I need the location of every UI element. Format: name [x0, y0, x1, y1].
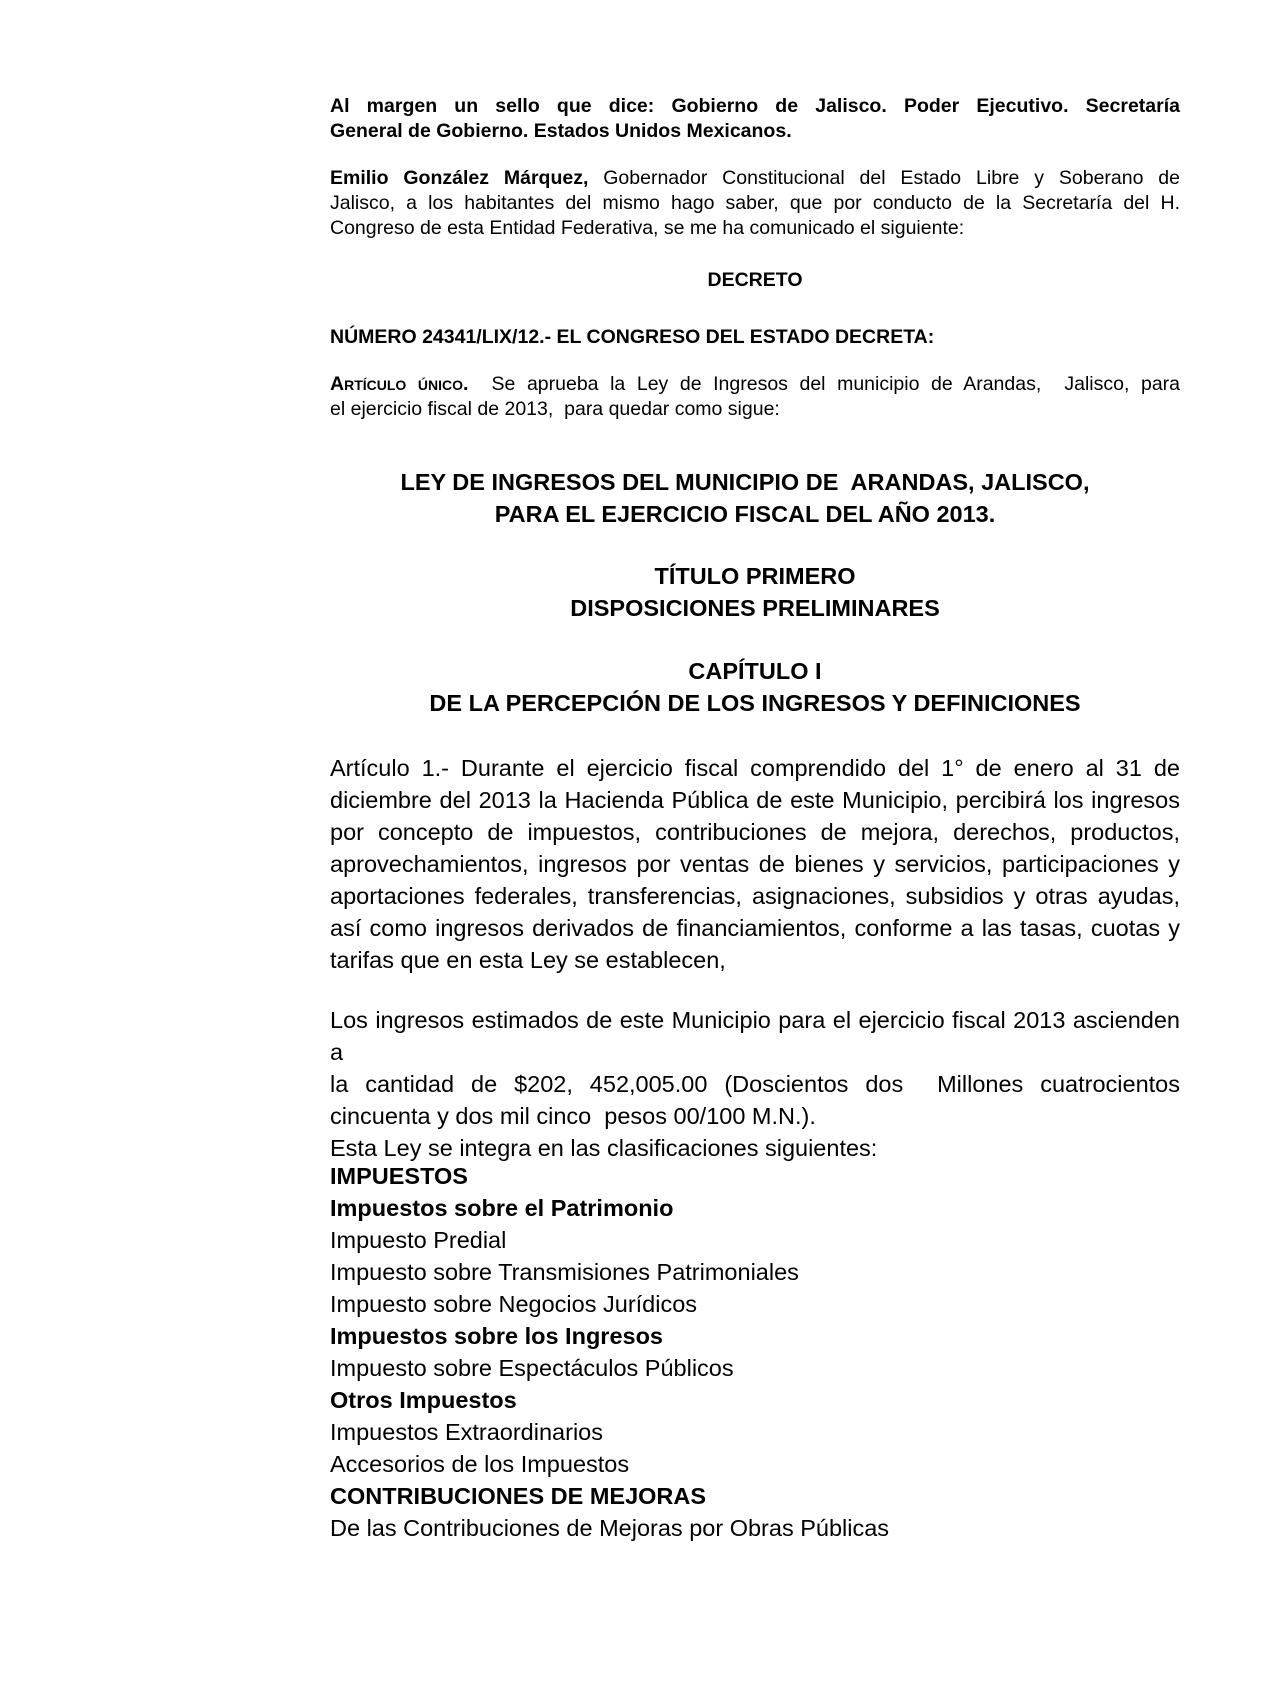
- intro-line-2: Jalisco, a los habitantes del mismo hago saber, que por conducto de la Secretaría del H.: [330, 192, 1180, 214]
- decree-heading: DECRETO: [707, 269, 803, 291]
- margin-note: [330, 94, 1180, 144]
- classification-item: Impuesto Predial: [330, 1227, 507, 1253]
- estimate-line: Esta Ley se integra en las clasificaciones siguientes:: [330, 1135, 878, 1161]
- intro-line-1-rest: Gobernador Constitucional del Estado Libre y Soberano de: [588, 167, 1180, 189]
- single-article-label: Artículo único.: [330, 373, 469, 395]
- chapter-1-line-2: DE LA PERCEPCIÓN DE LOS INGRESOS Y DEFINICIONES: [429, 690, 1081, 716]
- single-article-line-2: el ejercicio fiscal de 2013, para quedar como sigue:: [330, 398, 780, 420]
- article-1-line: aprovechamientos, ingresos por ventas de bienes y servicios, participaciones y: [330, 851, 1180, 877]
- single-article-line-1-rest: Se aprueba la Ley de Ingresos del municipio de Arandas, Jalisco, para: [468, 373, 1181, 395]
- intro-paragraph: [330, 166, 1180, 241]
- chapter-1-heading: [330, 655, 1180, 719]
- article-1-line: así como ingresos derivados de financiamientos, conforme a las tasas, cuotas y: [330, 915, 1180, 941]
- classification-heading: IMPUESTOS: [330, 1163, 468, 1189]
- classification-item: Impuesto sobre Negocios Jurídicos: [330, 1291, 698, 1317]
- decree-number: NÚMERO 24341/LIX/12.- EL CONGRESO DEL ESTADO DECRETA:: [330, 326, 935, 348]
- classification-heading: Otros Impuestos: [330, 1387, 517, 1413]
- classification-item: Impuestos Extraordinarios: [330, 1419, 603, 1445]
- estimate-paragraph: [330, 1004, 1180, 1164]
- article-1-line: por concepto de impuestos, contribuciones de mejora, derechos, productos,: [330, 819, 1180, 845]
- classification-list: [330, 1160, 889, 1544]
- title-first-line-2: DISPOSICIONES PRELIMINARES: [570, 595, 940, 621]
- margin-note-line-2: General de Gobierno. Estados Unidos Mexicanos.: [330, 120, 792, 142]
- single-article-line-1: [330, 372, 1180, 397]
- classification-item: Accesorios de los Impuestos: [330, 1451, 630, 1477]
- estimate-line: Los ingresos estimados de este Municipio para el ejercicio fiscal 2013 ascienden a: [330, 1007, 1180, 1065]
- chapter-1-line-1: CAPÍTULO I: [688, 658, 822, 684]
- classification-heading: CONTRIBUCIONES DE MEJORAS: [330, 1483, 707, 1509]
- article-1-line: Artículo 1.- Durante el ejercicio fiscal comprendido del 1° de enero al 31 de: [330, 755, 1180, 781]
- intro-line-1: [330, 166, 1180, 191]
- intro-line-3: Congreso de esta Entidad Federativa, se me ha comunicado el siguiente:: [330, 217, 965, 239]
- estimate-line: cincuenta y dos mil cinco pesos 00/100 M.N.).: [330, 1103, 816, 1129]
- classification-item: Impuesto sobre Espectáculos Públicos: [330, 1355, 734, 1381]
- classification-item: De las Contribuciones de Mejoras por Obras Públicas: [330, 1515, 890, 1541]
- governor-name: Emilio González Márquez,: [330, 167, 589, 189]
- article-1-line: tarifas que en esta Ley se establecen,: [330, 947, 726, 973]
- single-article: [330, 372, 1180, 422]
- article-1: [330, 752, 1180, 976]
- classification-heading: Impuestos sobre el Patrimonio: [330, 1195, 674, 1221]
- title-first: [330, 560, 1180, 624]
- law-title: [320, 466, 1170, 530]
- article-1-line: diciembre del 2013 la Hacienda Pública de este Municipio, percibirá los ingresos: [330, 787, 1180, 813]
- article-1-line: aportaciones federales, transferencias, asignaciones, subsidios y otras ayudas,: [330, 883, 1180, 909]
- law-title-line-1: LEY DE INGRESOS DEL MUNICIPIO DE ARANDAS, JALISCO,: [400, 469, 1090, 495]
- title-first-line-1: TÍTULO PRIMERO: [654, 563, 856, 589]
- law-title-line-2: PARA EL EJERCICIO FISCAL DEL AÑO 2013.: [494, 501, 996, 527]
- margin-note-line-1: Al margen un sello que dice: Gobierno de Jalisco. Poder Ejecutivo. Secretaría: [330, 95, 1180, 117]
- classification-heading: Impuestos sobre los Ingresos: [330, 1323, 664, 1349]
- classification-item: Impuesto sobre Transmisiones Patrimoniales: [330, 1259, 799, 1285]
- estimate-line: la cantidad de $202, 452,005.00 (Doscientos dos Millones cuatrocientos: [330, 1071, 1180, 1097]
